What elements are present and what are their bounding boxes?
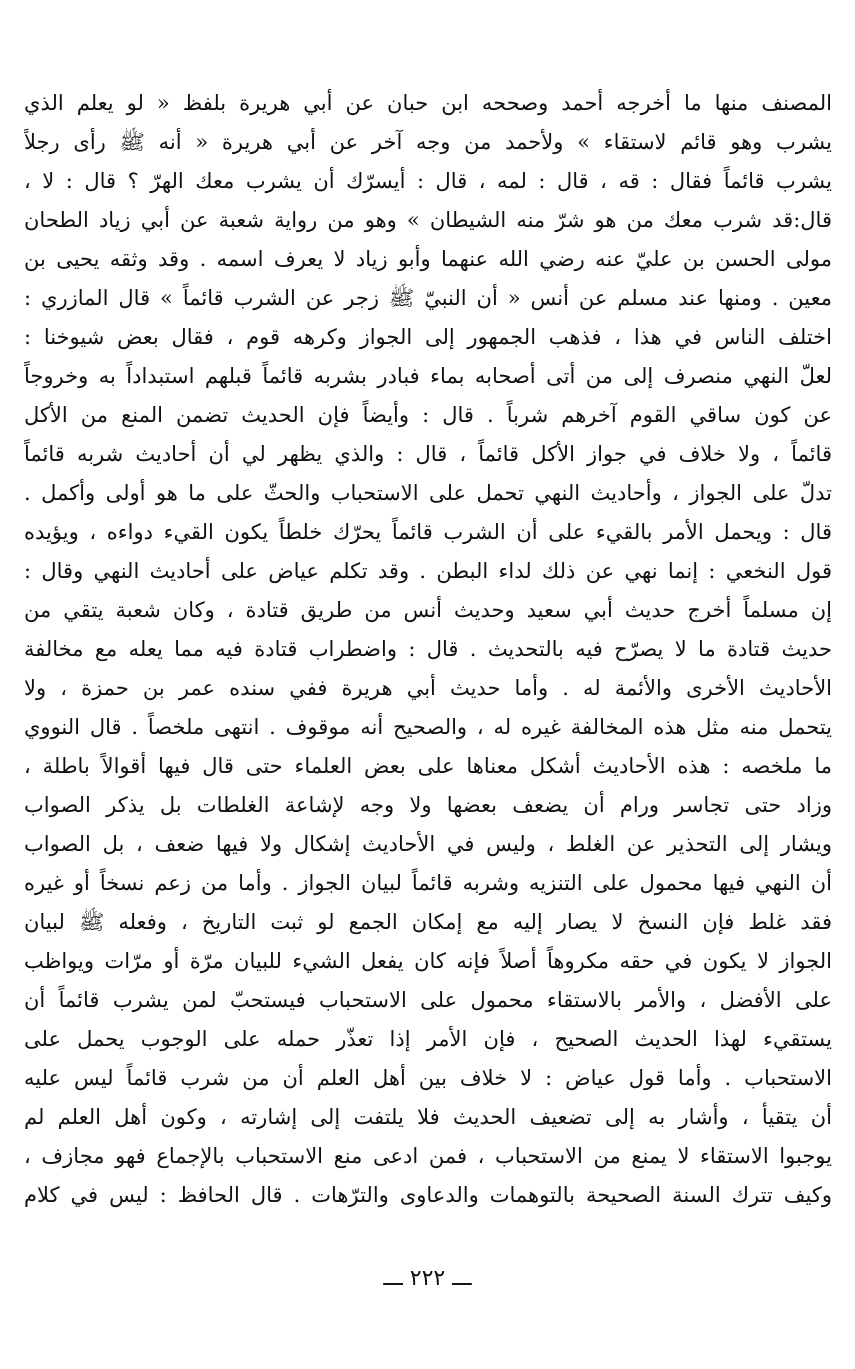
text-line: وزاد حتى تجاسر ورام أن يضعف بعضها ولا وجه لإشاعة الغلطات بل يذكر الصواب — [24, 793, 832, 817]
text-line: فقد غلط فإن النسخ لا يصار إليه مع إمكان الجمع لو ثبت التاريخ ، وفعله ﷺ لبيان — [24, 910, 832, 934]
text-line: مولى الحسن بن عليّ عنه رضي الله عنهما وأبو زياد لا يعرف اسمه . وقد وثقه يحيى بن — [24, 247, 832, 271]
text-line: يستقيء لهذا الحديث الصحيح ، فإن الأمر إذا تعذّر حمله على الوجوب يحمل على — [24, 1027, 832, 1051]
text-line: على الأفضل ، والأمر بالاستقاء محمول على الاستحباب فيستحبّ لمن يشرب قائماً أن — [24, 988, 832, 1012]
text-line: المصنف منها ما أخرجه أحمد وصححه ابن حبان عن أبي هريرة بلفظ « لو يعلم الذي — [24, 91, 832, 115]
text-line: يشرب قائماً فقال : قه ، قال : لمه ، قال : أيسرّك أن يشرب معك الهرّ ؟ قال : لا ، — [24, 169, 832, 193]
text-line: الجواز لا يكون في حقه مكروهاً أصلاً فإنه كان يفعل الشيء للبيان مرّة أو مرّات ويواظب — [24, 949, 832, 973]
text-line: يوجبوا الاستقاء لا يمنع من الاستحباب ، فمن ادعى منع الاستحباب بالإجماع فهو مجازف ، — [24, 1144, 832, 1168]
text-line: يشرب وهو قائم لاستقاء » ولأحمد من وجه آخر عن أبي هريرة « أنه ﷺ رأى رجلاً — [24, 130, 832, 154]
text-line: إن مسلماً أخرج حديث أبي سعيد وحديث أنس من طريق قتادة ، وكان شعبة يتقي من — [24, 598, 832, 622]
text-line: وكيف تترك السنة الصحيحة بالتوهمات والدعاوى والترّهات . قال الحافظ : ليس في كلام — [24, 1183, 832, 1207]
text-line: قال:قد شرب معك من هو شرّ منه الشيطان » وهو من رواية شعبة عن أبي زياد الطحان — [24, 208, 832, 232]
text-line: قول النخعي : إنما نهي عن ذلك لداء البطن . وقد تكلم عياض على أحاديث النهي وقال : — [24, 559, 832, 583]
text-line: ما ملخصه : هذه الأحاديث أشكل معناها على بعض العلماء حتى قال فيها أقوالاً باطلة ، — [24, 754, 832, 778]
text-line: يتحمل منه مثل هذه المخالفة غيره له ، والصحيح أنه موقوف . انتهى ملخصاً . قال النووي — [24, 715, 832, 739]
text-line: ويشار إلى التحذير عن الغلط ، وليس في الأحاديث إشكال ولا فيها ضعف ، بل الصواب — [24, 832, 832, 856]
text-line: الاستحباب . وأما قول عياض : لا خلاف بين أهل العلم أن من شرب قائماً ليس عليه — [24, 1066, 832, 1090]
text-line: الأحاديث الأخرى والأئمة له . وأما حديث أبي هريرة ففي سنده عمر بن حمزة ، ولا — [24, 676, 832, 700]
text-line: حديث قتادة ما لا يصرّح فيه بالتحديث . قال : واضطراب قتادة فيه مما يعله مع مخالفة — [24, 637, 832, 661]
text-line: تدلّ على الجواز ، وأحاديث النهي تحمل على الاستحباب والحثّ على ما هو أولى وأكمل . — [24, 481, 832, 505]
text-line: قائماً ، ولا خلاف في جواز الأكل قائماً ، قال : والذي يظهر لي أن أحاديث شربه قائماً — [24, 442, 832, 466]
text-line: عن كون ساقي القوم آخرهم شرباً . قال : وأيضاً فإن الحديث تضمن المنع من الأكل — [24, 403, 832, 427]
text-line: معين . ومنها عند مسلم عن أنس « أن النبيّ ﷺ زجر عن الشرب قائماً » قال المازري : — [24, 286, 832, 310]
text-line: لعلّ النهي منصرف إلى من أتى أصحابه بماء فبادر بشربه قائماً قبلهم استبداداً به وخروجاً — [24, 364, 832, 388]
text-line: أن النهي فيها محمول على التنزيه وشربه قائماً لبيان الجواز . وأما من زعم نسخاً أو غيره — [24, 871, 832, 895]
text-line: أن يتقيأ ، وأشار به إلى تضعيف الحديث فلا يلتفت إلى إشارته ، وكون أهل العلم لم — [24, 1105, 832, 1129]
text-line: اختلف الناس في هذا ، فذهب الجمهور إلى الجواز وكرهه قوم ، فقال بعض شيوخنا : — [24, 325, 832, 349]
text-line: قال : ويحمل الأمر بالقيء على أن الشرب قائماً يحرّك خلطاً يكون القيء دواءه ، ويؤيده — [24, 520, 832, 544]
body-text — [24, 84, 832, 1215]
page-number: ـــ ٢٢٢ ـــ — [383, 1266, 472, 1291]
